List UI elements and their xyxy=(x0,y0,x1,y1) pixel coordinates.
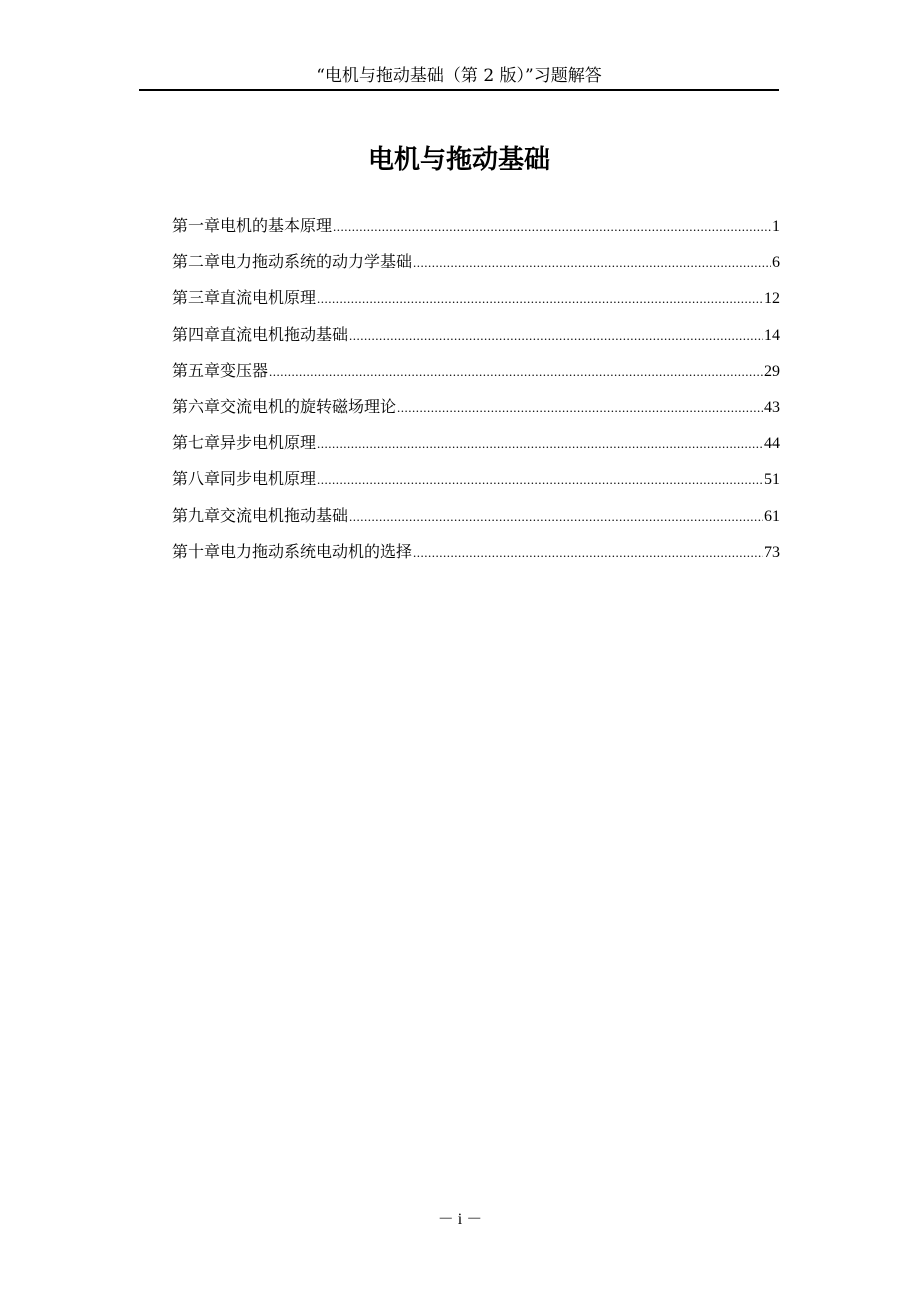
toc-dot-leader xyxy=(317,462,763,498)
toc-dot-leader xyxy=(269,354,763,390)
toc-entry-label: 第七章异步电机原理 xyxy=(172,433,317,453)
document-title: 电机与拖动基础 xyxy=(367,145,550,175)
toc-entry-3[interactable] xyxy=(172,280,780,316)
page-number-footer: － i － xyxy=(437,1211,483,1228)
toc-entry-1[interactable] xyxy=(172,208,780,244)
toc-page-number: 14 xyxy=(764,326,780,344)
toc-entry-4[interactable] xyxy=(172,317,780,353)
toc-entry-label: 第九章交流电机拖动基础 xyxy=(172,505,349,525)
toc-page-number: 43 xyxy=(764,398,780,416)
running-header: “电机与拖动基础（第 2 版）”习题解答 xyxy=(316,66,602,86)
toc-entry-label: 第四章直流电机拖动基础 xyxy=(172,324,349,344)
toc-page-number: 61 xyxy=(764,507,780,525)
toc-entry-2[interactable] xyxy=(172,244,780,280)
toc-page-number: 44 xyxy=(764,435,780,453)
header-rule xyxy=(139,89,779,91)
toc-entry-label: 第八章同步电机原理 xyxy=(172,469,317,489)
toc-entry-label: 第十章电力拖动系统电动机的选择 xyxy=(172,541,413,561)
toc-dot-leader xyxy=(413,245,771,281)
toc-entry-7[interactable] xyxy=(172,425,780,461)
toc-page-number: 73 xyxy=(764,543,780,561)
toc-entry-6[interactable] xyxy=(172,389,780,425)
toc-page-number: 29 xyxy=(764,362,780,380)
toc-entry-label: 第三章直流电机原理 xyxy=(172,288,317,308)
toc-entry-9[interactable] xyxy=(172,498,780,534)
toc-entry-10[interactable] xyxy=(172,534,780,570)
toc-entry-5[interactable] xyxy=(172,353,780,389)
toc-page-number: 1 xyxy=(772,218,780,235)
toc-dot-leader xyxy=(413,535,763,571)
toc-page-number: 6 xyxy=(772,254,780,272)
toc-dot-leader xyxy=(349,318,763,354)
toc-entry-8[interactable] xyxy=(172,461,780,497)
toc-entry-label: 第六章交流电机的旋转磁场理论 xyxy=(172,396,397,416)
toc-entry-label: 第五章变压器 xyxy=(172,360,269,380)
toc-dot-leader xyxy=(317,426,763,462)
toc-dot-leader xyxy=(397,390,763,426)
toc-page-number: 51 xyxy=(764,471,780,489)
toc-entry-label: 第一章电机的基本原理 xyxy=(172,216,333,235)
toc-page-number: 12 xyxy=(764,290,780,308)
toc-dot-leader xyxy=(333,209,771,245)
table-of-contents xyxy=(172,208,780,570)
toc-dot-leader xyxy=(317,281,763,317)
toc-dot-leader xyxy=(349,499,763,535)
toc-entry-label: 第二章电力拖动系统的动力学基础 xyxy=(172,252,413,272)
